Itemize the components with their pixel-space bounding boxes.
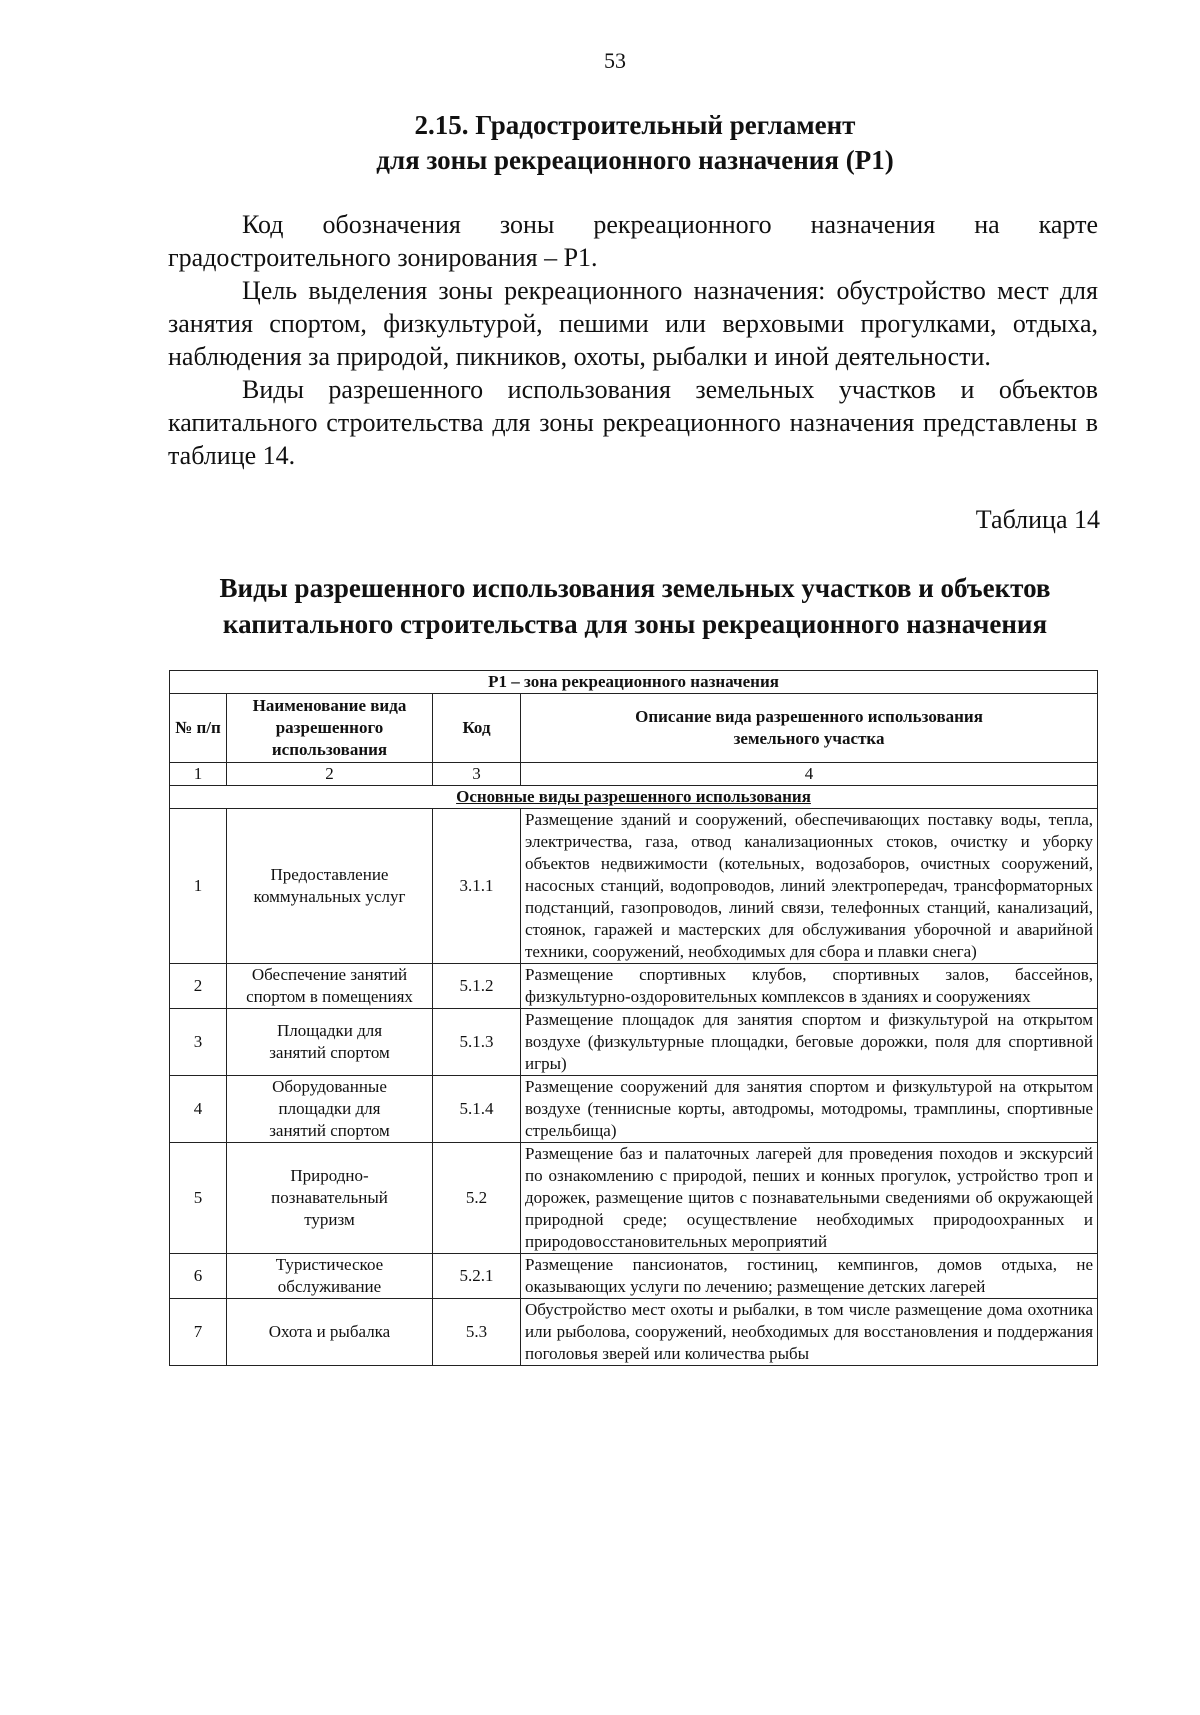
table-title bbox=[170, 570, 1100, 642]
permitted-uses-table bbox=[169, 670, 1098, 1366]
column-number: 3 bbox=[433, 763, 521, 786]
section-heading-line-2: для зоны рекреационного назначения (Р1) bbox=[376, 145, 894, 175]
table-row bbox=[170, 1076, 1098, 1143]
row-num: 2 bbox=[170, 964, 227, 1009]
row-num: 7 bbox=[170, 1299, 227, 1366]
paragraph-permitted-uses: Виды разрешенного использования земельных участков и объектов капитального строительства для зоны рекреационного назначения представлены в таблице 14. bbox=[168, 375, 1098, 470]
column-header-code: Код bbox=[433, 694, 521, 763]
row-num: 1 bbox=[170, 809, 227, 964]
row-code: 5.1.2 bbox=[433, 964, 521, 1009]
row-num: 3 bbox=[170, 1009, 227, 1076]
zone-header-row bbox=[170, 671, 1098, 694]
table-row bbox=[170, 1299, 1098, 1366]
row-code: 5.2 bbox=[433, 1143, 521, 1254]
column-header-name: Наименование вида разрешенного использования bbox=[227, 694, 433, 763]
row-description: Размещение спортивных клубов, спортивных залов, бассейнов, физкультурно-оздоровительных комплексов в зданиях и сооружениях bbox=[521, 964, 1098, 1009]
row-name: Природно-познавательный туризм bbox=[227, 1143, 433, 1254]
table-title-line-1: Виды разрешенного использования земельных участков и объектов bbox=[219, 573, 1051, 603]
column-header-description: Описание вида разрешенного использования земельного участка bbox=[521, 694, 1098, 763]
column-header-row bbox=[170, 694, 1098, 763]
section-heading-line-1: 2.15. Градостроительный регламент bbox=[414, 110, 856, 140]
table-row bbox=[170, 809, 1098, 964]
zone-header: Р1 – зона рекреационного назначения bbox=[170, 671, 1098, 694]
row-code: 5.1.3 bbox=[433, 1009, 521, 1076]
column-number-row bbox=[170, 763, 1098, 786]
row-description: Размещение пансионатов, гостиниц, кемпингов, домов отдыха, не оказывающих услуги по лечению; размещение детских лагерей bbox=[521, 1254, 1098, 1299]
row-description: Размещение зданий и сооружений, обеспечивающих поставку воды, тепла, электричества, газа, отвод канализационных стоков, очистку и уборку объектов недвижимости (котельных, водозаборов, очистных сооружений, насосных станций, водопроводов, линий электропередач, трансформаторных подстанций, газопроводов, линий связи, телефонных станций, канализаций, стоянок, гаражей и мастерских для обслуживания уборочной и аварийной техники, сооружений, необходимых для сбора и плавки снега) bbox=[521, 809, 1098, 964]
body-text bbox=[168, 208, 1098, 472]
row-name: Туристическое обслуживание bbox=[227, 1254, 433, 1299]
row-num: 4 bbox=[170, 1076, 227, 1143]
row-num: 5 bbox=[170, 1143, 227, 1254]
row-name: Охота и рыбалка bbox=[227, 1299, 433, 1366]
row-name: Площадки для занятий спортом bbox=[227, 1009, 433, 1076]
row-name: Обеспечение занятий спортом в помещениях bbox=[227, 964, 433, 1009]
row-description: Размещение баз и палаточных лагерей для проведения походов и экскурсий по ознакомлению с природой, пеших и конных прогулок, устройство троп и дорожек, размещение щитов с познавательными сведениями об окружающей природной среде; осуществление необходимых природоохранных и природовосстановительных мероприятий bbox=[521, 1143, 1098, 1254]
paragraph-zone-code: Код обозначения зоны рекреационного назначения на карте градостроительного зонирования – Р1. bbox=[168, 210, 1098, 272]
table-row bbox=[170, 964, 1098, 1009]
row-description: Размещение площадок для занятия спортом и физкультурой на открытом воздухе (физкультурные площадки, беговые дорожки, поля для спортивной игры) bbox=[521, 1009, 1098, 1076]
section-header: Основные виды разрешенного использования bbox=[170, 786, 1098, 809]
row-num: 6 bbox=[170, 1254, 227, 1299]
row-code: 3.1.1 bbox=[433, 809, 521, 964]
row-name: Оборудованные площадки для занятий спортом bbox=[227, 1076, 433, 1143]
paragraph-zone-purpose: Цель выделения зоны рекреационного назначения: обустройство мест для занятия спортом, физкультурой, пешими или верховыми прогулками, отдыха, наблюдения за природой, пикников, охоты, рыбалки и иной деятельности. bbox=[168, 276, 1098, 371]
row-code: 5.3 bbox=[433, 1299, 521, 1366]
row-code: 5.1.4 bbox=[433, 1076, 521, 1143]
page-number: 53 bbox=[604, 48, 626, 73]
column-number: 4 bbox=[521, 763, 1098, 786]
table-row bbox=[170, 1009, 1098, 1076]
table-row bbox=[170, 1143, 1098, 1254]
column-number: 1 bbox=[170, 763, 227, 786]
row-code: 5.2.1 bbox=[433, 1254, 521, 1299]
table-title-line-2: капитального строительства для зоны рекреационного назначения bbox=[222, 609, 1048, 639]
row-name: Предоставление коммунальных услуг bbox=[227, 809, 433, 964]
section-heading bbox=[170, 108, 1100, 178]
section-header-row bbox=[170, 786, 1098, 809]
row-description: Обустройство мест охоты и рыбалки, в том числе размещение дома охотника или рыболова, сооружений, необходимых для восстановления и поддержания поголовья зверей или количества рыбы bbox=[521, 1299, 1098, 1366]
table-row bbox=[170, 1254, 1098, 1299]
table-caption: Таблица 14 bbox=[975, 505, 1100, 534]
column-number: 2 bbox=[227, 763, 433, 786]
row-description: Размещение сооружений для занятия спортом и физкультурой на открытом воздухе (теннисные корты, автодромы, мотодромы, трамплины, спортивные стрельбища) bbox=[521, 1076, 1098, 1143]
column-header-num: № п/п bbox=[170, 694, 227, 763]
